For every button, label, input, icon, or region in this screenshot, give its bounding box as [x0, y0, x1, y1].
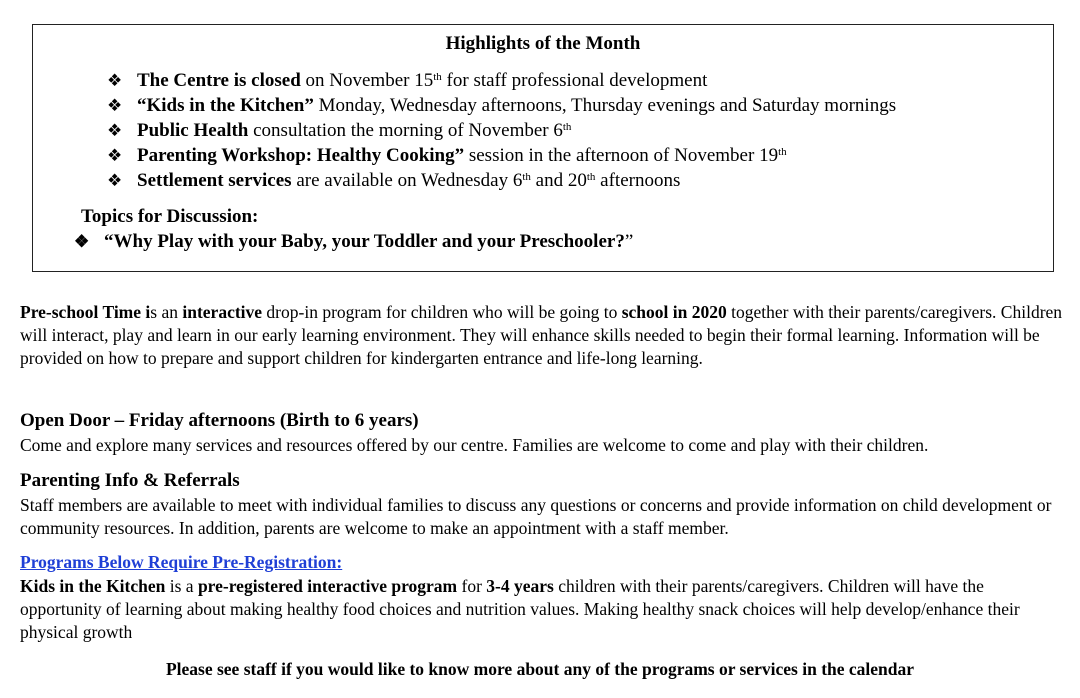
bullet-icon: ❖	[107, 121, 123, 140]
kids-kitchen-paragraph: Kids in the Kitchen is a pre-registered interactive program for 3-4 years children with their parents/caregivers. Children will have the opportunity of learning about making healthy food choices and nutrition values. Making healthy snack choices will help develop/enhance their physical growth	[20, 576, 1020, 642]
highlight-bold: “Kids in the Kitchen”	[137, 95, 314, 116]
bullet-icon: ❖	[107, 171, 123, 190]
topics-heading: Topics for Discussion:	[81, 206, 259, 227]
preschool-paragraph: Pre-school Time is an interactive drop-in program for children who will be going to school in 2020 together with their parents/caregivers. Children will interact, play and learn in our early learning environment. They will enhance skills needed to begin their formal learning. Information will be provided on how to prepare and support children for kindergarten entrance and life-long learning.	[20, 302, 1063, 368]
highlight-bold: The Centre is closed	[137, 70, 301, 91]
open-door-heading: Open Door – Friday afternoons (Birth to 6 years)	[20, 410, 419, 431]
topic-item: ❖ “Why Play with your Baby, your Toddler and your Preschooler?”	[74, 231, 634, 252]
highlight-bold: Parenting Workshop: Healthy Cooking”	[137, 145, 465, 166]
parenting-info-text: Staff members are available to meet with individual families to discuss any questions or concerns and provide information on child development or community resources. In addition, parents are welcome to make an appointment with a staff member.	[20, 495, 1052, 538]
footer-note: Please see staff if you would like to know more about any of the programs or services in the calendar	[165, 659, 915, 679]
open-door-text: Come and explore many services and resources offered by our centre. Families are welcome to come and play with their children.	[20, 435, 929, 455]
highlight-bold: Public Health	[137, 120, 249, 141]
highlight-item: ❖ Parenting Workshop: Healthy Cooking” session in the afternoon of November 19th	[107, 145, 787, 166]
highlight-bold: Settlement services	[137, 170, 292, 191]
highlight-item: ❖ Public Health consultation the morning of November 6th	[107, 120, 572, 141]
bullet-icon: ❖	[107, 96, 123, 115]
pre-registration-link[interactable]: Programs Below Require Pre-Registration:	[20, 552, 343, 572]
highlights-title: Highlights of the Month	[445, 33, 641, 54]
parenting-info-heading: Parenting Info & Referrals	[20, 470, 240, 491]
highlight-item: ❖ Settlement services are available on Wednesday 6th and 20th afternoons	[107, 170, 681, 191]
highlight-item: ❖ “Kids in the Kitchen” Monday, Wednesday afternoons, Thursday evenings and Saturday mornings	[107, 95, 897, 116]
bullet-icon: ❖	[107, 146, 123, 165]
bullet-icon: ❖	[74, 232, 90, 251]
highlight-item: ❖ The Centre is closed on November 15th for staff professional development	[107, 70, 708, 91]
bullet-icon: ❖	[107, 71, 123, 90]
highlights-box	[32, 24, 1054, 272]
